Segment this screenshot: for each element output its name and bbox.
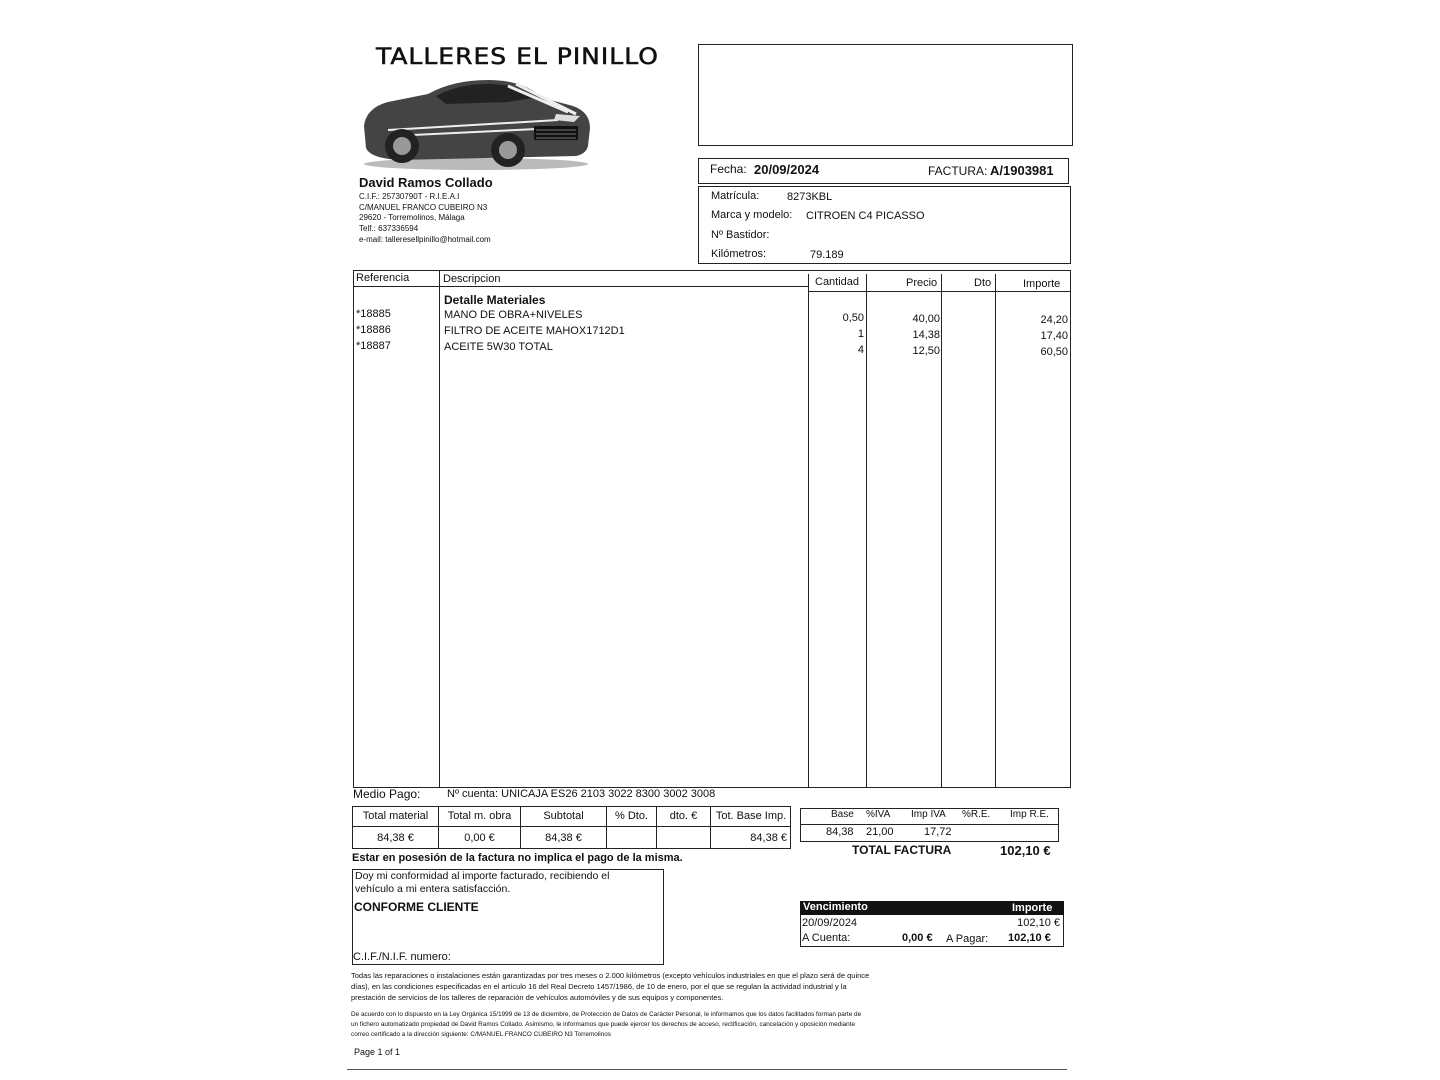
tax-h-impiva: Imp IVA bbox=[911, 809, 946, 820]
header-cantidad: Cantidad bbox=[815, 276, 860, 288]
medio-pago-label: Medio Pago: bbox=[353, 787, 421, 801]
fecha-value: 20/09/2024 bbox=[754, 162, 820, 177]
header-referencia: Referencia bbox=[356, 272, 410, 284]
a-pagar-value: 102,10 € bbox=[1008, 932, 1051, 944]
row-2-importe: 17,40 bbox=[1040, 330, 1068, 342]
conformity-line-1: Doy mi conformidad al importe facturado, recibiendo el bbox=[355, 870, 610, 882]
row-1-importe: 24,20 bbox=[1040, 314, 1068, 326]
header-descripcion: Descripcion bbox=[443, 273, 501, 285]
payment-notice: Estar en posesión de la factura no implica el pago de la misma. bbox=[352, 852, 683, 864]
totals-v-material: 84,38 € bbox=[377, 832, 414, 844]
due-amount: 102,10 € bbox=[1017, 917, 1060, 929]
km-value: 79.189 bbox=[810, 249, 844, 261]
row-2-precio: 14,38 bbox=[912, 329, 940, 341]
totals-v-subtotal: 84,38 € bbox=[545, 832, 582, 844]
due-date: 20/09/2024 bbox=[802, 917, 858, 929]
row-3-cant: 4 bbox=[857, 344, 864, 356]
col-line-precio bbox=[941, 274, 942, 788]
car-logo-image bbox=[358, 68, 594, 172]
totals-h-subtotal: Subtotal bbox=[543, 810, 584, 822]
totals-h-dto: dto. € bbox=[669, 810, 698, 822]
owner-email: e-mail: talleresellpinillo@hotmail.com bbox=[359, 235, 491, 244]
row-1-cant: 0,50 bbox=[842, 312, 864, 324]
due-h-vencimiento: Vencimiento bbox=[803, 901, 868, 913]
total-factura-value: 102,10 € bbox=[1000, 843, 1051, 858]
header-precio: Precio bbox=[906, 277, 938, 289]
section-title: Detalle Materiales bbox=[444, 293, 546, 307]
row-1-ref: *18885 bbox=[356, 308, 391, 320]
tax-h-iva: %IVA bbox=[866, 809, 891, 820]
km-label: Kilómetros: bbox=[711, 248, 767, 260]
row-3-importe: 60,50 bbox=[1040, 346, 1068, 358]
footer-line bbox=[347, 1069, 1067, 1070]
tax-h-impre: Imp R.E. bbox=[1010, 809, 1049, 820]
owner-phone: Telf.: 637336594 bbox=[359, 224, 419, 233]
privacy-line-1: De acuerdo con lo dispuesto en la Ley Orgánica 15/1999 de 13 de diciembre, de Protección de Datos de Carácter Personal, le informamos que los datos facilitados forman parte de bbox=[351, 1011, 862, 1018]
tax-v-base: 84,38 bbox=[826, 826, 854, 838]
tax-v-impiva: 17,72 bbox=[924, 826, 952, 838]
logo-text: TALLERES EL PINILLO bbox=[376, 43, 659, 70]
tax-h-re: %R.E. bbox=[962, 809, 991, 820]
owner-name: David Ramos Collado bbox=[359, 175, 493, 190]
total-factura-label: TOTAL FACTURA bbox=[852, 843, 952, 857]
owner-city: 29620 - Torremolinos, Málaga bbox=[359, 213, 465, 222]
totals-v-obra: 0,00 € bbox=[464, 832, 495, 844]
header-importe: Importe bbox=[1023, 278, 1061, 290]
row-2-desc: FILTRO DE ACEITE MAHOX1712D1 bbox=[444, 325, 625, 337]
row-3-ref: *18887 bbox=[356, 340, 391, 352]
marca-label: Marca y modelo: bbox=[711, 209, 793, 221]
col-line-desc bbox=[808, 274, 809, 788]
owner-cif: C.I.F.: 25730790T - R.I.E.A.I bbox=[359, 192, 460, 201]
a-cuenta-label: A Cuenta: bbox=[802, 932, 851, 944]
a-pagar-label: A Pagar: bbox=[946, 933, 989, 945]
owner-address: C/MANUEL FRANCO CUBEIRO N3 bbox=[359, 203, 488, 212]
col-line-dto bbox=[995, 274, 996, 788]
totals-h-obra: Total m. obra bbox=[447, 810, 512, 822]
row-1-precio: 40,00 bbox=[912, 313, 940, 325]
a-cuenta-value: 0,00 € bbox=[902, 932, 933, 944]
items-header-line-right bbox=[809, 291, 1071, 292]
totals-h-pdto: % Dto. bbox=[614, 810, 648, 822]
row-2-cant: 1 bbox=[857, 328, 864, 340]
privacy-line-2: un fichero automatizado propiedad de David Ramos Collado. Asimismo, le informamos que puede ejercer los derechos de acceso, rectificación, cancelación y oposición mediante bbox=[351, 1021, 856, 1028]
factura-number: A/1903981 bbox=[990, 163, 1054, 178]
totals-h-base: Tot. Base Imp. bbox=[715, 810, 787, 822]
row-2-ref: *18886 bbox=[356, 324, 391, 336]
client-address-box bbox=[698, 44, 1073, 146]
cif-nif-label: C.I.F./N.I.F. numero: bbox=[353, 951, 451, 963]
privacy-line-3: correo certificado a la dirección siguiente: C/MANUEL FRANCO CUBEIRO N3 Torremolinos bbox=[351, 1031, 611, 1038]
col-line-cant bbox=[866, 274, 867, 788]
conforme-cliente: CONFORME CLIENTE bbox=[354, 900, 479, 914]
conformity-line-2: vehículo a mi entera satisfacción. bbox=[355, 883, 511, 895]
warranty-line-2: días), en las condiciones especificadas en el artículo 16 del Real Decreto 1457/1986, de 10 de enero, por el que se regulan la actividad industrial y la bbox=[351, 982, 847, 991]
matricula-value: 8273KBL bbox=[787, 191, 833, 203]
totals-v-base: 84,38 € bbox=[750, 832, 787, 844]
bastidor-label: Nº Bastidor: bbox=[711, 229, 770, 241]
warranty-line-3: prestación de servicios de los talleres de reparación de vehículos automóviles y de sus equipos y componentes. bbox=[351, 993, 724, 1002]
header-dto: Dto bbox=[974, 277, 992, 289]
factura-label: FACTURA: bbox=[928, 164, 988, 178]
warranty-line-1: Todas las reparaciones o instalaciones están garantizadas por tres meses o 2.000 kilómetros (excepto vehículos industriales en que el plazo será de quince bbox=[351, 971, 870, 980]
items-header-line-left bbox=[353, 286, 809, 287]
totals-h-material: Total material bbox=[362, 810, 429, 822]
row-1-desc: MANO DE OBRA+NIVELES bbox=[444, 309, 583, 321]
account-number: Nº cuenta: UNICAJA ES26 2103 3022 8300 3002 3008 bbox=[447, 788, 716, 800]
totals-header-line bbox=[352, 826, 791, 827]
due-h-importe: Importe bbox=[1012, 902, 1053, 914]
row-3-precio: 12,50 bbox=[912, 345, 940, 357]
tax-h-base: Base bbox=[831, 809, 854, 820]
matricula-label: Matrícula: bbox=[711, 190, 760, 202]
fecha-label: Fecha: bbox=[710, 162, 747, 176]
tax-header-line bbox=[800, 824, 1059, 825]
row-3-desc: ACEITE 5W30 TOTAL bbox=[444, 341, 553, 353]
page-number: Page 1 of 1 bbox=[354, 1047, 401, 1057]
tax-v-iva: 21,00 bbox=[866, 826, 894, 838]
marca-value: CITROEN C4 PICASSO bbox=[806, 210, 925, 222]
col-line-ref bbox=[439, 270, 440, 788]
